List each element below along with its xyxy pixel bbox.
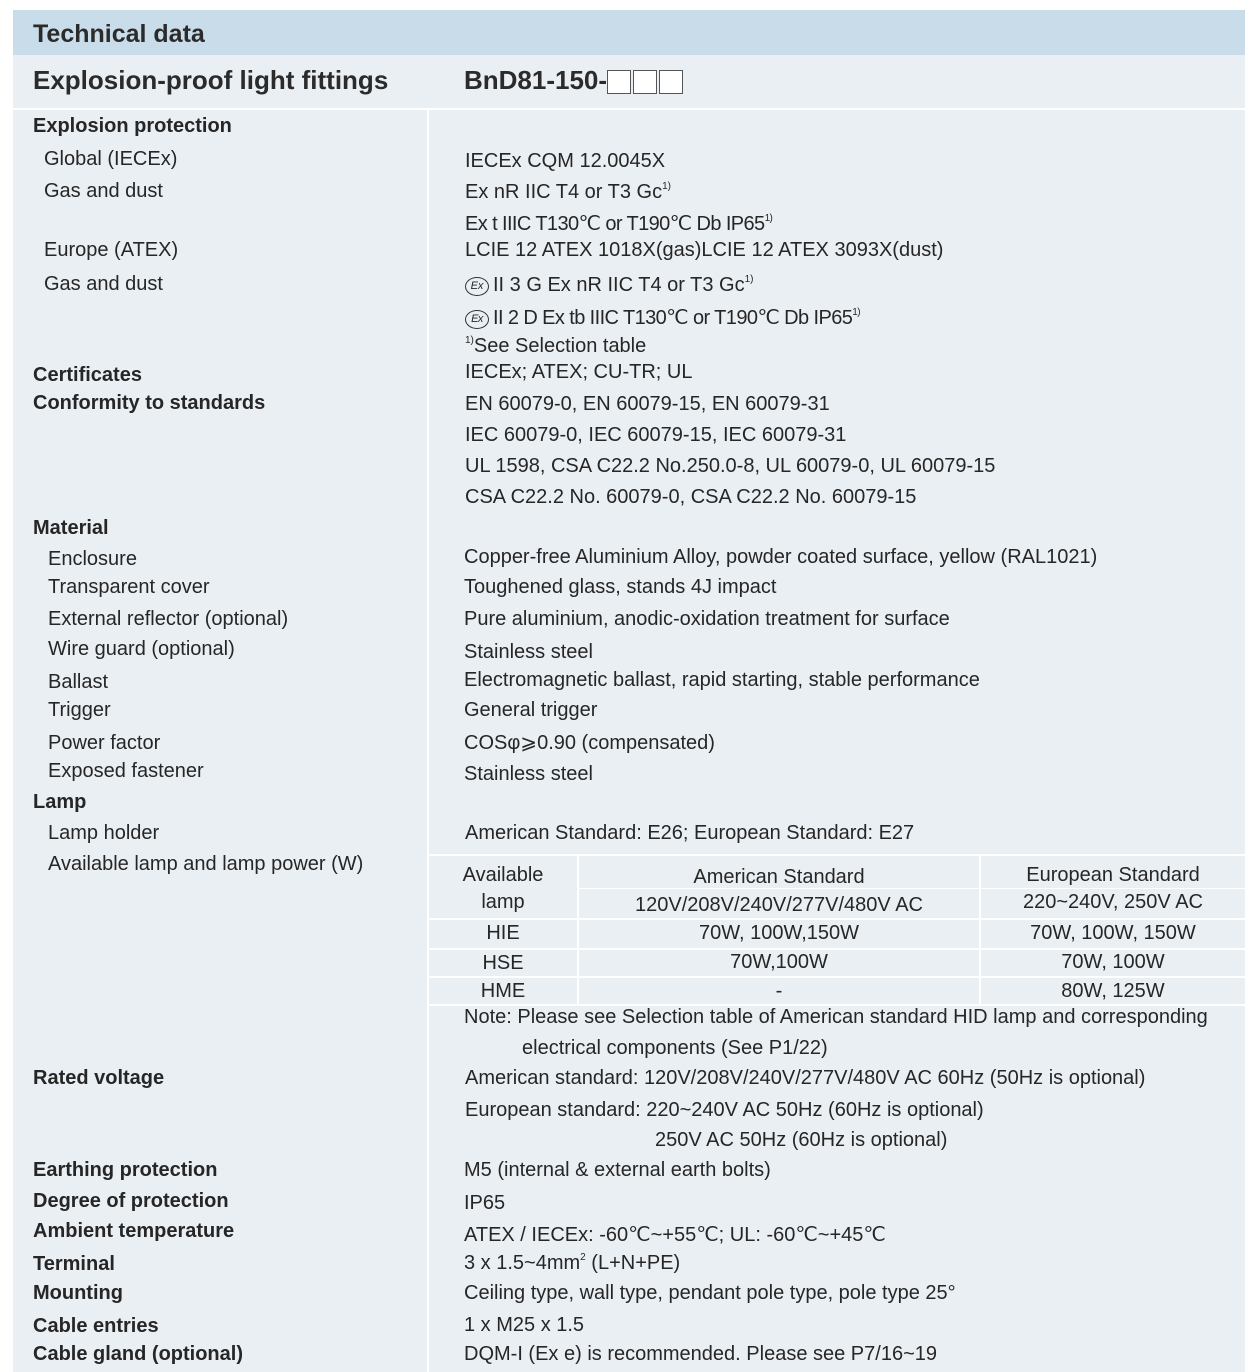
iecex-dust-marking: Ex t IIIC T130℃ or T190℃ Db IP65$^{1)}$ xyxy=(465,213,773,235)
conformity-line: EN 60079-0, EN 60079-15, EN 60079-31 xyxy=(465,393,830,415)
enclosure-label: Enclosure xyxy=(48,548,137,570)
conformity-line: CSA C22.2 No. 60079-0, CSA C22.2 No. 60079-15 xyxy=(465,486,917,508)
table-header-lamp: lamp xyxy=(481,891,525,913)
trigger-label: Trigger xyxy=(48,699,111,721)
conformity-line: IEC 60079-0, IEC 60079-15, IEC 60079-31 xyxy=(465,424,847,446)
mounting-label: Mounting xyxy=(33,1282,123,1304)
wire-guard-value: Stainless steel xyxy=(464,641,593,663)
table-cell-american: 70W, 100W,150W xyxy=(698,922,860,944)
header-bar xyxy=(13,10,1245,55)
cable-gland-label: Cable gland (optional) xyxy=(33,1343,243,1365)
atex-dust-marking: Ex II 2 D Ex tb IIIC T130℃ or T190℃ Db IP65$^{1)}$ xyxy=(465,305,860,330)
certificates-label: Certificates xyxy=(33,364,142,386)
conformity-line: UL 1598, CSA C22.2 No.250.0-8, UL 60079-0, UL 60079-15 xyxy=(465,455,996,477)
selection-table-footnote: $^{1)}$See Selection table xyxy=(465,335,647,357)
exposed-fastener-label: Exposed fastener xyxy=(48,760,204,782)
earthing-protection-value: M5 (internal & external earth bolts) xyxy=(464,1159,771,1181)
lamp-holder-label: Lamp holder xyxy=(48,822,160,844)
mounting-value: Ceiling type, wall type, pendant pole type, pole type 25° xyxy=(464,1282,956,1304)
degree-of-protection-value: IP65 xyxy=(464,1192,506,1214)
lamp-note-continued: electrical components (See P1/22) xyxy=(522,1037,828,1059)
table-cell-european: 70W, 100W, 150W xyxy=(1030,922,1196,944)
lamp-power-table xyxy=(429,854,1245,1002)
terminal-label: Terminal xyxy=(33,1253,115,1275)
rated-voltage-label: Rated voltage xyxy=(33,1067,165,1089)
column-divider xyxy=(427,110,429,1372)
model-code-boxes xyxy=(607,67,685,98)
table-header-european: European Standard xyxy=(1026,864,1200,886)
rated-voltage-european-alt: 250V AC 50Hz (60Hz is optional) xyxy=(655,1129,948,1151)
global-iecex-label: Global (IECEx) xyxy=(44,148,178,170)
table-cell-european: 80W, 125W xyxy=(1061,980,1165,1002)
table-cell-lamp: HIE xyxy=(486,922,520,944)
product-model: BnD81-150- xyxy=(464,65,685,98)
power-factor-label: Power factor xyxy=(48,732,161,754)
enclosure-value: Copper-free Aluminium Alloy, powder coated surface, yellow (RAL1021) xyxy=(464,546,1098,568)
gas-dust-label: Gas and dust xyxy=(44,180,163,202)
external-reflector-value: Pure aluminium, anodic-oxidation treatment for surface xyxy=(464,608,950,630)
wire-guard-label: Wire guard (optional) xyxy=(48,638,235,660)
table-cell-american: - xyxy=(775,980,783,1002)
table-cell-american: 70W,100W xyxy=(730,951,828,973)
exposed-fastener-value: Stainless steel xyxy=(464,763,593,785)
product-category: Explosion-proof light fittings xyxy=(33,65,389,95)
conformity-label: Conformity to standards xyxy=(33,392,266,414)
ballast-value: Electromagnetic ballast, rapid starting, stable performance xyxy=(464,669,980,691)
power-factor-value: COSφ⩾0.90 (compensated) xyxy=(464,732,715,754)
certificates-value: IECEx; ATEX; CU-TR; UL xyxy=(465,361,693,383)
header-divider xyxy=(13,108,1245,110)
europe-atex-label: Europe (ATEX) xyxy=(44,239,179,261)
page-title: Technical data xyxy=(33,20,205,48)
ambient-temperature-label: Ambient temperature xyxy=(33,1220,235,1242)
table-header-american: American Standard xyxy=(693,866,865,888)
lamp-power-label: Available lamp and lamp power (W) xyxy=(48,853,364,875)
cable-entries-value: 1 x M25 x 1.5 xyxy=(464,1314,585,1336)
rated-voltage-american: American standard: 120V/208V/240V/277V/480V AC 60Hz (50Hz is optional) xyxy=(465,1067,1146,1089)
table-header-lamp: Available xyxy=(462,864,544,886)
cable-gland-value: DQM-I (Ex e) is recommended. Please see P7/16~19 xyxy=(464,1343,937,1365)
table-cell-lamp: HSE xyxy=(482,952,524,974)
explosion-protection-heading: Explosion protection xyxy=(33,115,232,137)
iecex-certificate: IECEx CQM 12.0045X xyxy=(465,150,666,172)
external-reflector-label: External reflector (optional) xyxy=(48,608,289,630)
ballast-label: Ballast xyxy=(48,671,109,693)
earthing-protection-label: Earthing protection xyxy=(33,1159,218,1181)
lamp-holder-value: American Standard: E26; European Standard: E27 xyxy=(465,822,915,844)
ambient-temperature-value: ATEX / IECEx: -60℃~+55℃; UL: -60℃~+45℃ xyxy=(464,1224,886,1246)
ex-mark-icon: Ex xyxy=(465,277,489,296)
technical-data-sheet xyxy=(13,10,1245,1372)
table-cell-european: 70W, 100W xyxy=(1061,951,1165,973)
table-header-american-voltage: 120V/208V/240V/277V/480V AC xyxy=(634,894,923,916)
iecex-gas-marking: Ex nR IIC T4 or T3 Gc$^{1)}$ xyxy=(465,181,672,203)
terminal-value: 3 x $1.5\sim 4mm^2$ (L+N+PE) xyxy=(464,1252,681,1274)
ex-mark-icon: Ex xyxy=(465,310,489,329)
rated-voltage-european: European standard: 220~240V AC 50Hz (60Hz is optional) xyxy=(465,1099,984,1121)
degree-of-protection-label: Degree of protection xyxy=(33,1190,229,1212)
table-cell-lamp: HME xyxy=(480,980,526,1002)
lamp-note: Note: Please see Selection table of American standard HID lamp and corresponding xyxy=(464,1006,1208,1028)
transparent-cover-label: Transparent cover xyxy=(48,576,210,598)
transparent-cover-value: Toughened glass, stands 4J impact xyxy=(464,576,777,598)
atex-gas-marking: Ex II 3 G Ex nR IIC T4 or T3 Gc$^{1)}$ xyxy=(465,274,753,297)
material-heading: Material xyxy=(33,517,109,539)
lamp-heading: Lamp xyxy=(33,791,87,813)
trigger-value: General trigger xyxy=(464,699,598,721)
cable-entries-label: Cable entries xyxy=(33,1315,159,1337)
gas-dust-label: Gas and dust xyxy=(44,273,163,295)
table-header-european-voltage: 220~240V, 250V AC xyxy=(1023,891,1203,913)
atex-certificate: LCIE 12 ATEX 1018X(gas)LCIE 12 ATEX 3093X(dust) xyxy=(465,239,944,261)
